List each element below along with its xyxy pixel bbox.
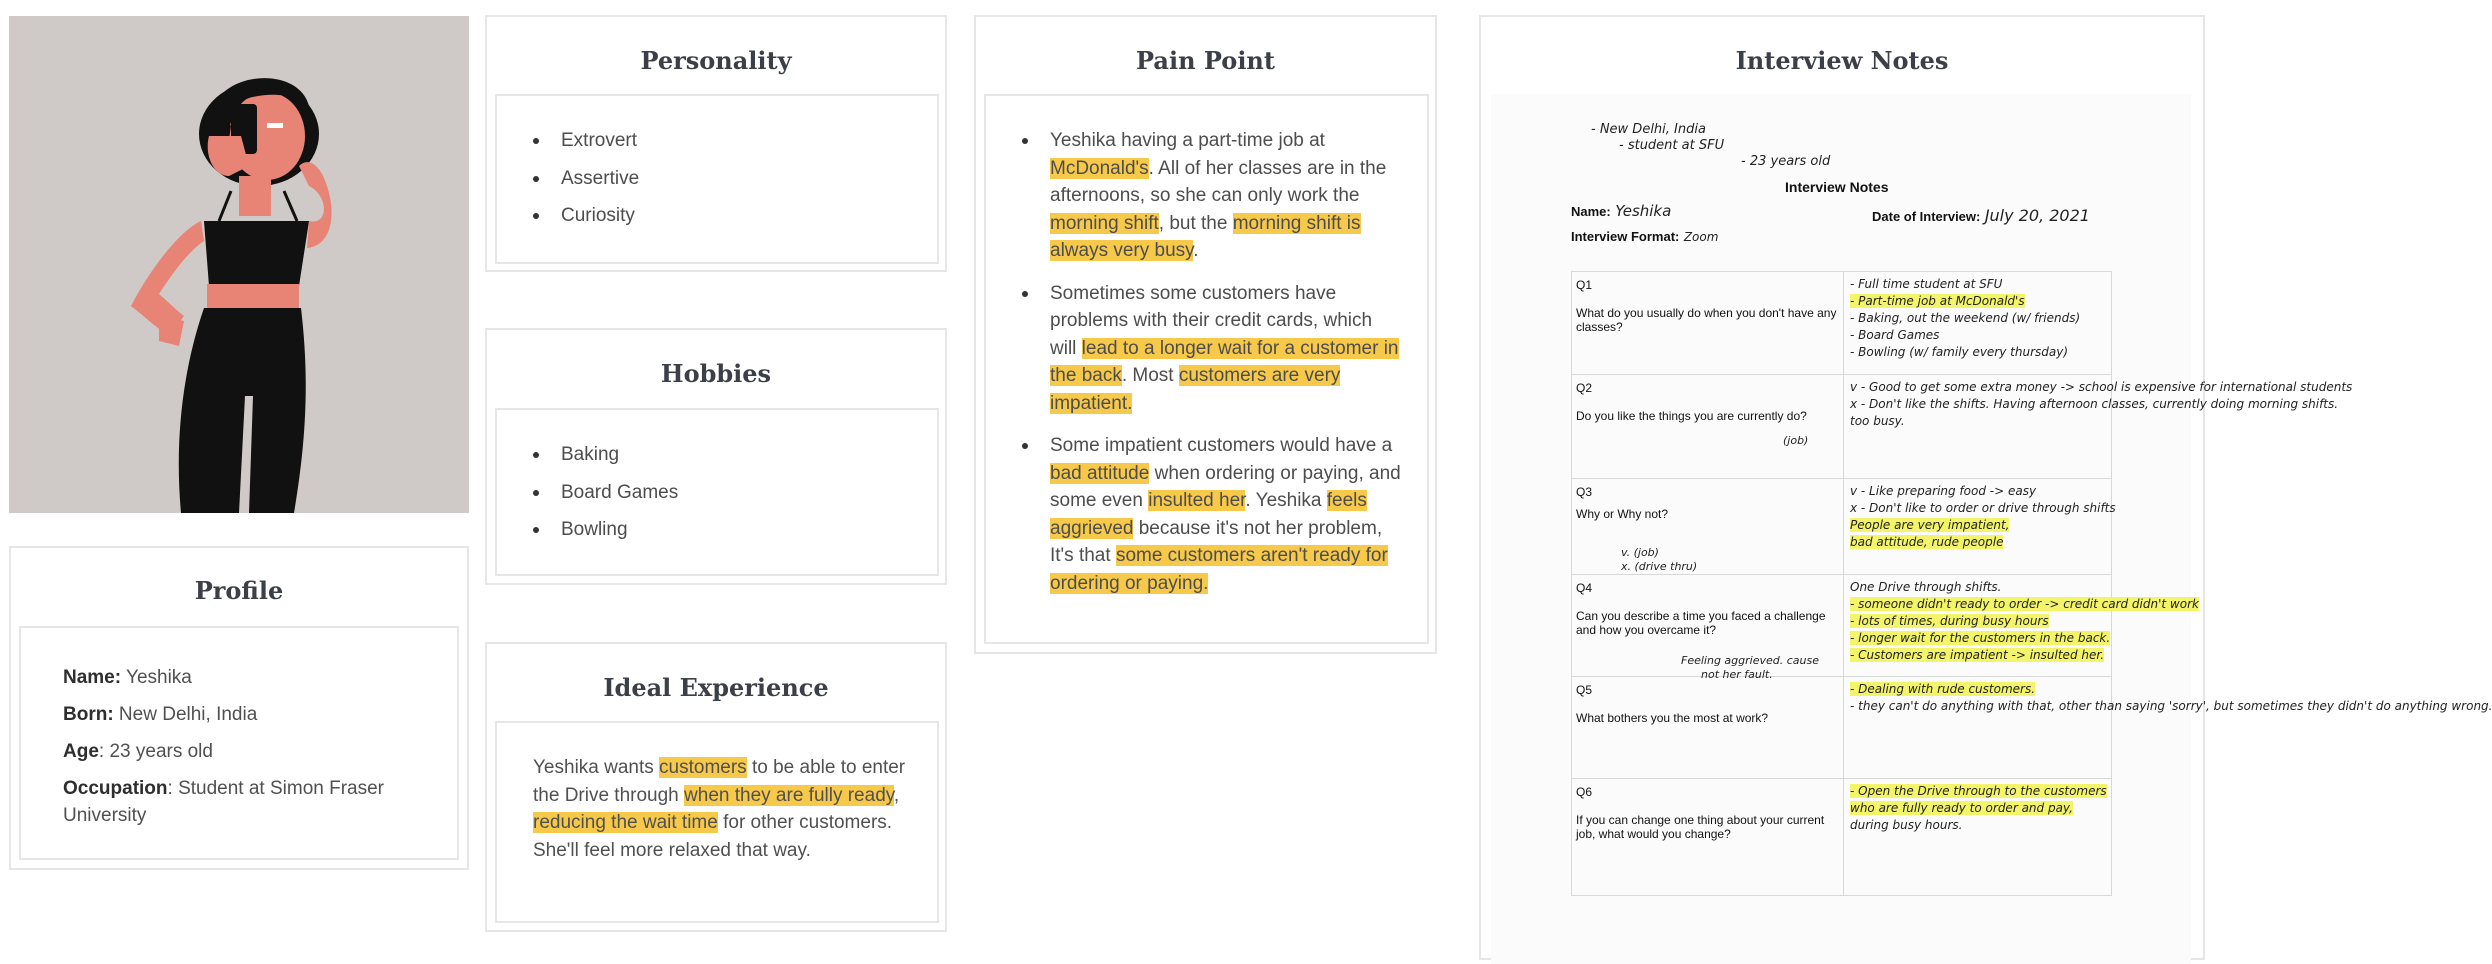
highlighted-note: - Dealing with rude customers. — [1850, 682, 2036, 696]
answer-line — [1850, 630, 2112, 647]
notes-name-value: Yeshika — [1615, 202, 1672, 220]
question-id: Q6 — [1576, 785, 1593, 799]
profile-name-label: Name: — [63, 667, 122, 688]
personality-card — [485, 15, 947, 272]
answer-line — [1850, 681, 2112, 698]
question-text: Do you like the things you are currently do? — [1576, 409, 1807, 423]
notes-format-label: Interview Format: — [1571, 229, 1680, 244]
notes-question-row — [1572, 374, 2353, 478]
highlighted-text: morning shift is always very busy — [1050, 212, 1361, 261]
answer-line: x - Don't like the shifts. Having afternoon classes, currently doing morning shifts. — [1850, 397, 2339, 411]
profile-card — [9, 546, 469, 870]
q4-side-line: not her fault. — [1701, 668, 1773, 681]
pain-point-list — [1016, 127, 1401, 597]
question-text: If you can change one thing about your current job, what would you change? — [1576, 813, 1825, 841]
highlighted-text: some customers aren't ready for ordering or paying. — [1050, 545, 1388, 594]
notes-question-row — [1572, 778, 2111, 896]
notes-format-row — [1571, 228, 1718, 246]
q4-side-note — [1681, 654, 1819, 682]
notes-date-label: Date of Interview: — [1872, 209, 1981, 224]
text-segment: Some impatient customers would have a — [1050, 435, 1393, 456]
answer-line: x - Don't like to order or drive through shifts — [1850, 501, 2116, 515]
question-id: Q1 — [1576, 278, 1593, 292]
notes-doc-title: Interview Notes — [1785, 179, 1889, 195]
pain-point-item — [1016, 127, 1401, 265]
personality-title: Personality — [640, 46, 792, 75]
answer-line: during busy hours. — [1850, 818, 1963, 832]
personality-panel — [495, 94, 939, 264]
text-segment: . — [1193, 240, 1199, 261]
answer-line: v - Good to get some extra money -> school is expensive for international students — [1850, 380, 2353, 394]
persona-illustration — [9, 16, 469, 513]
text-segment: because it's not her problem, It's that — [1050, 517, 1383, 566]
hobbies-card — [485, 328, 947, 585]
answer-line: too busy. — [1850, 414, 1905, 428]
text-segment: , but the — [1158, 212, 1233, 234]
list-item: Assertive — [527, 165, 937, 192]
persona-figure — [9, 16, 469, 513]
pain-point-title: Pain Point — [1136, 46, 1275, 75]
highlighted-text: customers — [659, 757, 747, 778]
answer-line: - Bowling (w/ family every thursday) — [1850, 345, 2069, 359]
highlighted-note: People are very impatient, — [1850, 518, 2010, 532]
interview-notes-card — [1479, 15, 2492, 960]
answer-line — [1850, 800, 2112, 817]
answer-notes — [1850, 681, 2492, 715]
answer-line — [1850, 596, 2199, 613]
highlighted-note: - Open the Drive through to the customers — [1850, 784, 2107, 798]
list-item: Bowling — [527, 516, 937, 543]
profile-age-label: Age — [63, 741, 99, 762]
hobbies-title: Hobbies — [660, 359, 772, 388]
highlighted-text: bad attitude — [1050, 462, 1150, 484]
scribble-line: - New Delhi, India — [1591, 122, 1706, 137]
ideal-experience-text — [533, 754, 911, 864]
question-text: What bothers you the most at work? — [1576, 711, 1769, 725]
q4-side-line: Feeling aggrieved. cause — [1681, 654, 1819, 667]
profile-panel — [19, 626, 459, 860]
notes-table — [1571, 271, 2492, 896]
profile-born-value: New Delhi, India — [113, 704, 258, 725]
highlighted-text: lead to a longer wait for a customer in the back — [1050, 337, 1399, 386]
list-item: Curiosity — [527, 202, 937, 229]
highlighted-note: - longer wait for the customers in the back. — [1850, 631, 2111, 645]
text-segment: . Most — [1121, 365, 1179, 386]
notes-question-row — [1572, 574, 2199, 676]
highlighted-text: reducing the wait time — [533, 812, 718, 833]
question-id: Q4 — [1576, 581, 1593, 595]
profile-name — [63, 664, 457, 691]
highlighted-text: insulted her — [1148, 490, 1246, 511]
profile-born — [63, 701, 457, 728]
ideal-experience-card — [485, 642, 947, 932]
answer-line: - Baking, out the weekend (w/ friends) — [1850, 311, 2081, 325]
personality-list — [527, 127, 937, 229]
text-segment: Sometimes some customers have problems with their credit cards, which will — [1050, 282, 1373, 359]
highlighted-text: morning shift — [1050, 212, 1159, 234]
answer-line — [1850, 613, 2112, 630]
list-item: Extrovert — [527, 127, 937, 154]
highlighted-note: - lots of times, during busy hours — [1850, 614, 2049, 628]
scribble-line: - student at SFU — [1619, 138, 1725, 153]
text-segment: for other customers. She'll feel more relaxed that way. — [533, 812, 893, 861]
answer-line — [1850, 517, 2112, 534]
question-text: Can you describe a time you faced a challenge and how you overcame it? — [1576, 609, 1826, 637]
list-item: Baking — [527, 441, 937, 468]
pain-point-panel — [984, 94, 1429, 644]
answer-line: - Full time student at SFU — [1850, 277, 2003, 291]
notes-name-label: Name: — [1571, 204, 1611, 219]
highlighted-text: customers are very impatient. — [1050, 365, 1341, 414]
question-id: Q3 — [1576, 485, 1593, 499]
pain-point-item — [1016, 280, 1401, 418]
answer-notes — [1850, 579, 2199, 664]
answer-line: v - Like preparing food -> easy — [1850, 484, 2037, 498]
notes-date-value: July 20, 2021 — [1984, 206, 2090, 225]
text-segment: , — [893, 784, 900, 806]
text-segment: to be able to enter the Drive through — [533, 757, 906, 806]
answer-line: One Drive through shifts. — [1850, 580, 2002, 594]
question-text: What do you usually do when you don't have any classes? — [1576, 306, 1837, 334]
ideal-experience-panel — [495, 721, 939, 923]
answer-notes — [1850, 379, 2353, 430]
highlighted-note: bad attitude, rude people — [1850, 535, 2004, 549]
question-id: Q5 — [1576, 683, 1593, 697]
answer-line — [1850, 293, 2112, 310]
notes-format-value: Zoom — [1683, 230, 1719, 244]
q2-side-note: (job) — [1783, 434, 1809, 447]
question-text: Why or Why not? — [1576, 507, 1669, 521]
question-id: Q2 — [1576, 381, 1593, 395]
q3-side-line: x. (drive thru) — [1621, 560, 1698, 573]
highlighted-text: when they are fully ready — [684, 784, 894, 806]
answer-notes — [1850, 783, 2112, 834]
highlighted-text: feels aggrieved — [1050, 490, 1367, 539]
q3-side-note — [1621, 546, 1697, 574]
profile-occupation — [63, 775, 423, 829]
answer-line: - Board Games — [1850, 328, 1940, 342]
interview-notes-scan — [1491, 94, 2492, 964]
pain-point-card — [974, 15, 1437, 654]
answer-line — [1850, 534, 2112, 551]
scribble-note — [1591, 122, 1830, 170]
profile-age — [63, 738, 457, 765]
q3-side-line: v. (job) — [1621, 546, 1659, 559]
text-segment: Yeshika wants — [533, 757, 660, 778]
profile-name-value: Yeshika — [121, 667, 192, 688]
hobbies-list — [527, 441, 937, 543]
interview-notes-title: Interview Notes — [1735, 46, 1949, 75]
text-segment: . Yeshika — [1245, 490, 1327, 511]
pain-point-item — [1016, 432, 1401, 597]
answer-notes — [1850, 276, 2112, 361]
hobbies-panel — [495, 408, 939, 576]
text-segment: Yeshika having a part-time job at — [1050, 130, 1325, 151]
highlighted-note: - Part-time job at McDonald's — [1850, 294, 2025, 308]
text-segment: when ordering or paying, and some even — [1050, 462, 1401, 511]
answer-line — [1850, 783, 2112, 800]
text-segment: . All of her classes are in the afternoons, so she can only work the — [1050, 157, 1387, 206]
notes-question-row — [1572, 676, 2492, 778]
profile-title: Profile — [194, 576, 284, 605]
profile-age-value: : 23 years old — [98, 741, 213, 762]
highlighted-text: McDonald's — [1050, 157, 1149, 179]
notes-date-row — [1872, 206, 2090, 226]
profile-occupation-value: : Student at Simon Fraser University — [63, 778, 385, 826]
ideal-experience-title: Ideal Experience — [603, 673, 829, 702]
answer-notes — [1850, 483, 2116, 551]
profile-occupation-label: Occupation — [63, 778, 168, 799]
answer-line — [1850, 647, 2112, 664]
highlighted-note: - someone didn't ready to order -> credit card didn't work — [1850, 597, 2199, 611]
answer-line: - they can't do anything with that, other than saying 'sorry', but sometimes they didn't do anything wrong. — [1850, 699, 2492, 713]
profile-born-label: Born: — [63, 704, 114, 725]
scribble-line: - 23 years old — [1741, 154, 1831, 169]
list-item: Board Games — [527, 479, 937, 506]
notes-question-row — [1572, 272, 2111, 374]
highlighted-note: who are fully ready to order and pay, — [1850, 801, 2073, 815]
highlighted-note: - Customers are impatient -> insulted her. — [1850, 648, 2105, 662]
notes-name-row — [1571, 202, 1671, 221]
